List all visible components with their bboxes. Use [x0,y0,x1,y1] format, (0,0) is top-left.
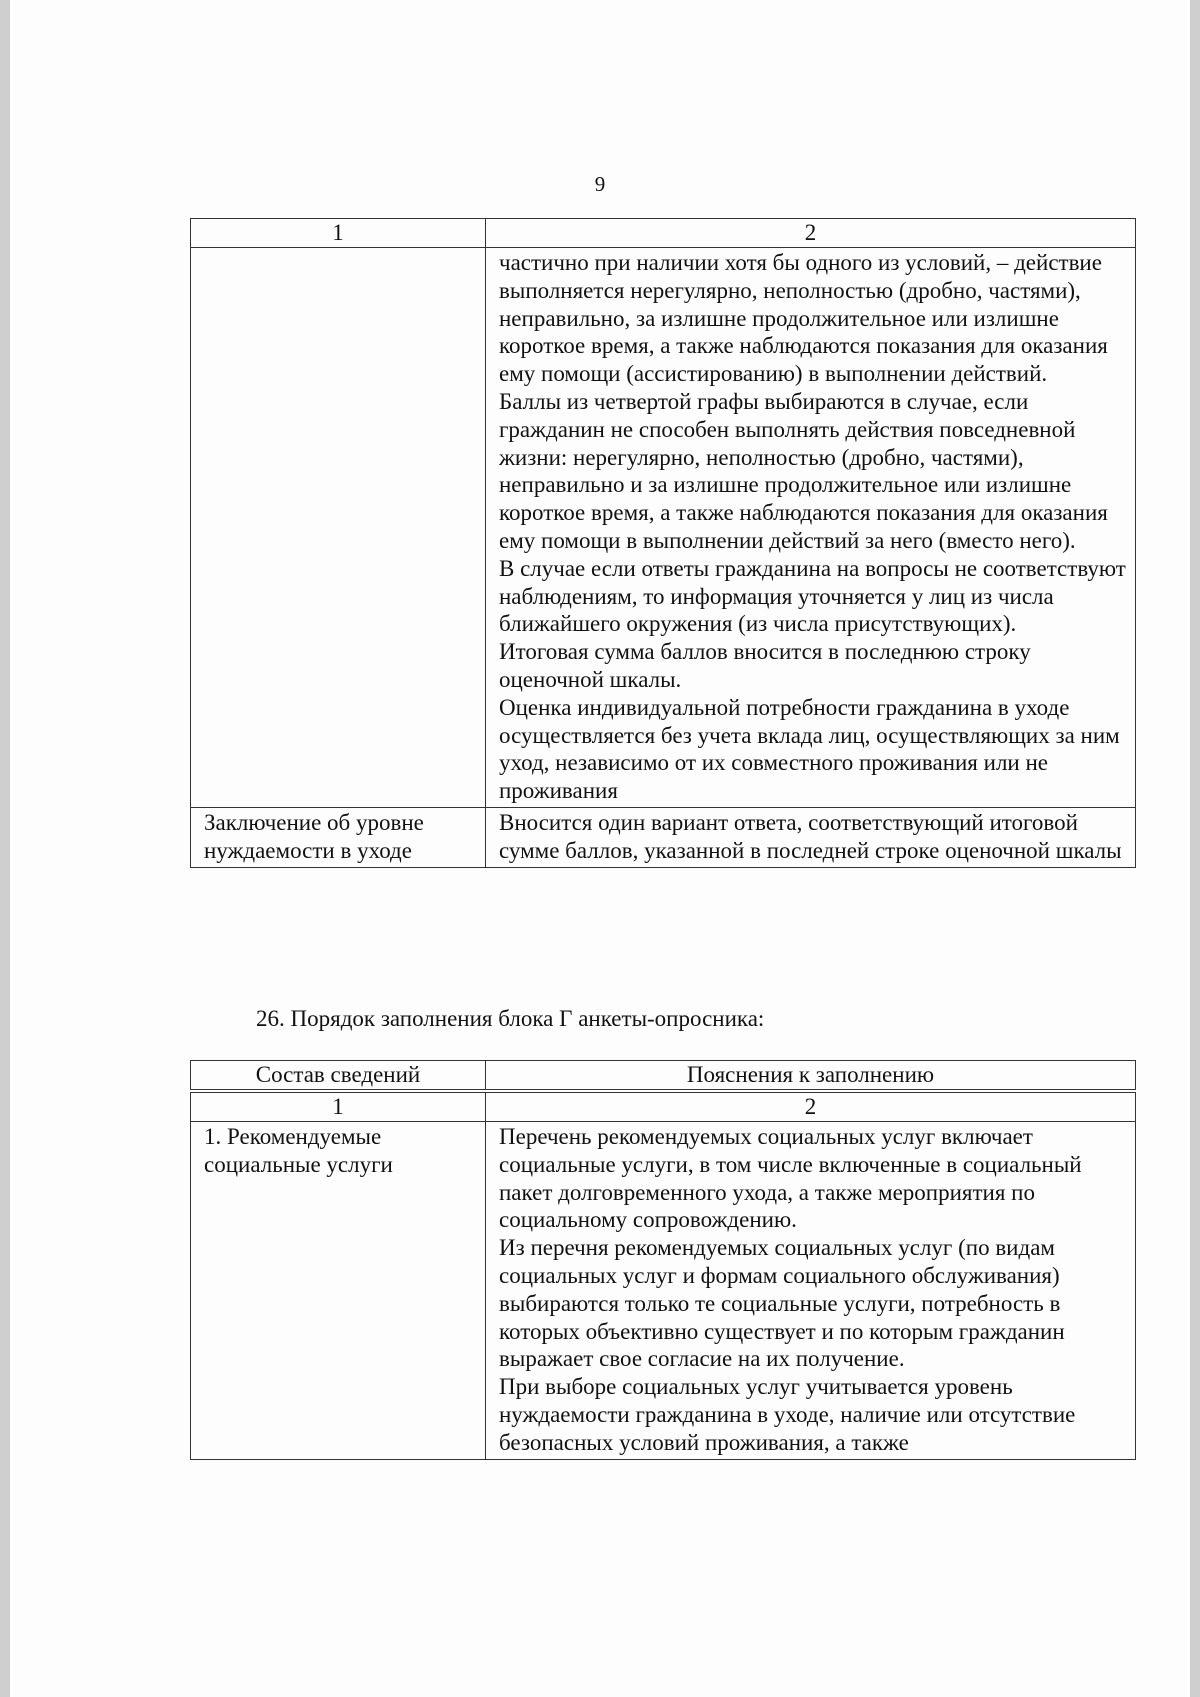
column-number-2: 2 [486,1093,1136,1122]
table-cell-explanation [486,248,1136,808]
paragraph: Из перечня рекомендуемых социальных услуг (по видам социальных услуг и формам социального обслуживания) выбираются только те социальные услуги, потребность в которых объективно существует и по которым гражданин выражает свое согласие на их получение. [499,1235,1065,1372]
column-number-1: 1 [191,219,486,248]
table-cell-label: Заключение об уровне нуждаемости в уходе [191,807,486,867]
header-explanations: Пояснения к заполнению [486,1061,1136,1090]
column-number-row [191,219,1136,248]
paragraph: В случае если ответы гражданина на вопросы не соответствуют наблюдениям, то информация уточняется у лиц из числа ближайшего окружения (из числа присутствующих). [499,555,1126,637]
page-number: 9 [594,172,606,196]
table-cell-explanation: Вносится один вариант ответа, соответствующий итоговой сумме баллов, указанной в последней строке оценочной шкалы [486,807,1136,867]
paragraph: частично при наличии хотя бы одного из условий, – действие выполняется нерегулярно, неполностью (дробно, частями), неправильно, за излишне продолжительное или излишне короткое время, а также наблюдаются показания для оказания ему помощи (ассистированию) в выполнении действий. [499,250,1108,387]
paragraph: Перечень рекомендуемых социальных услуг включает социальные услуги, в том числе включенные в социальный пакет долговременного ухода, а также мероприятия по социальному сопровождению. [499,1124,1082,1233]
section-heading: 26. Порядок заполнения блока Г анкеты-опросника: [256,1006,765,1031]
column-number-1: 1 [191,1093,486,1122]
table-cell-empty [191,248,486,808]
header-composition: Состав сведений [191,1061,486,1090]
paragraph: При выборе социальных услуг учитывается уровень нуждаемости гражданина в уходе, наличие или отсутствие безопасных условий проживания, а также [499,1374,1076,1455]
table-row [191,807,1136,867]
table-row [191,248,1136,808]
table-row [191,1122,1136,1460]
table-cell-label: 1. Рекомендуемые социальные услуги [191,1122,486,1460]
continued-table [190,218,1136,868]
table-cell-explanation [486,1122,1136,1460]
paragraph: Баллы из четвертой графы выбираются в случае, если гражданин не способен выполнять действия повседневной жизни: нерегулярно, неполностью (дробно, частями), неправильно и за излишне продолжительное или излишне короткое время, а также наблюдаются показания для оказания ему помощи в выполнении действий за него (вместо него). [499,388,1108,553]
paragraph: Оценка индивидуальной потребности гражданина в уходе осуществляется без учета вклада лиц, осуществляющих за ним уход, независимо от их совместного проживания или не проживания [499,694,1120,804]
header-row [191,1061,1136,1090]
document-page [10,0,1190,1697]
column-number-row [191,1093,1136,1122]
block-g-table [190,1060,1136,1460]
paragraph: Итоговая сумма баллов вносится в последнюю строку оценочной шкалы. [499,639,1031,692]
column-number-2: 2 [486,219,1136,248]
